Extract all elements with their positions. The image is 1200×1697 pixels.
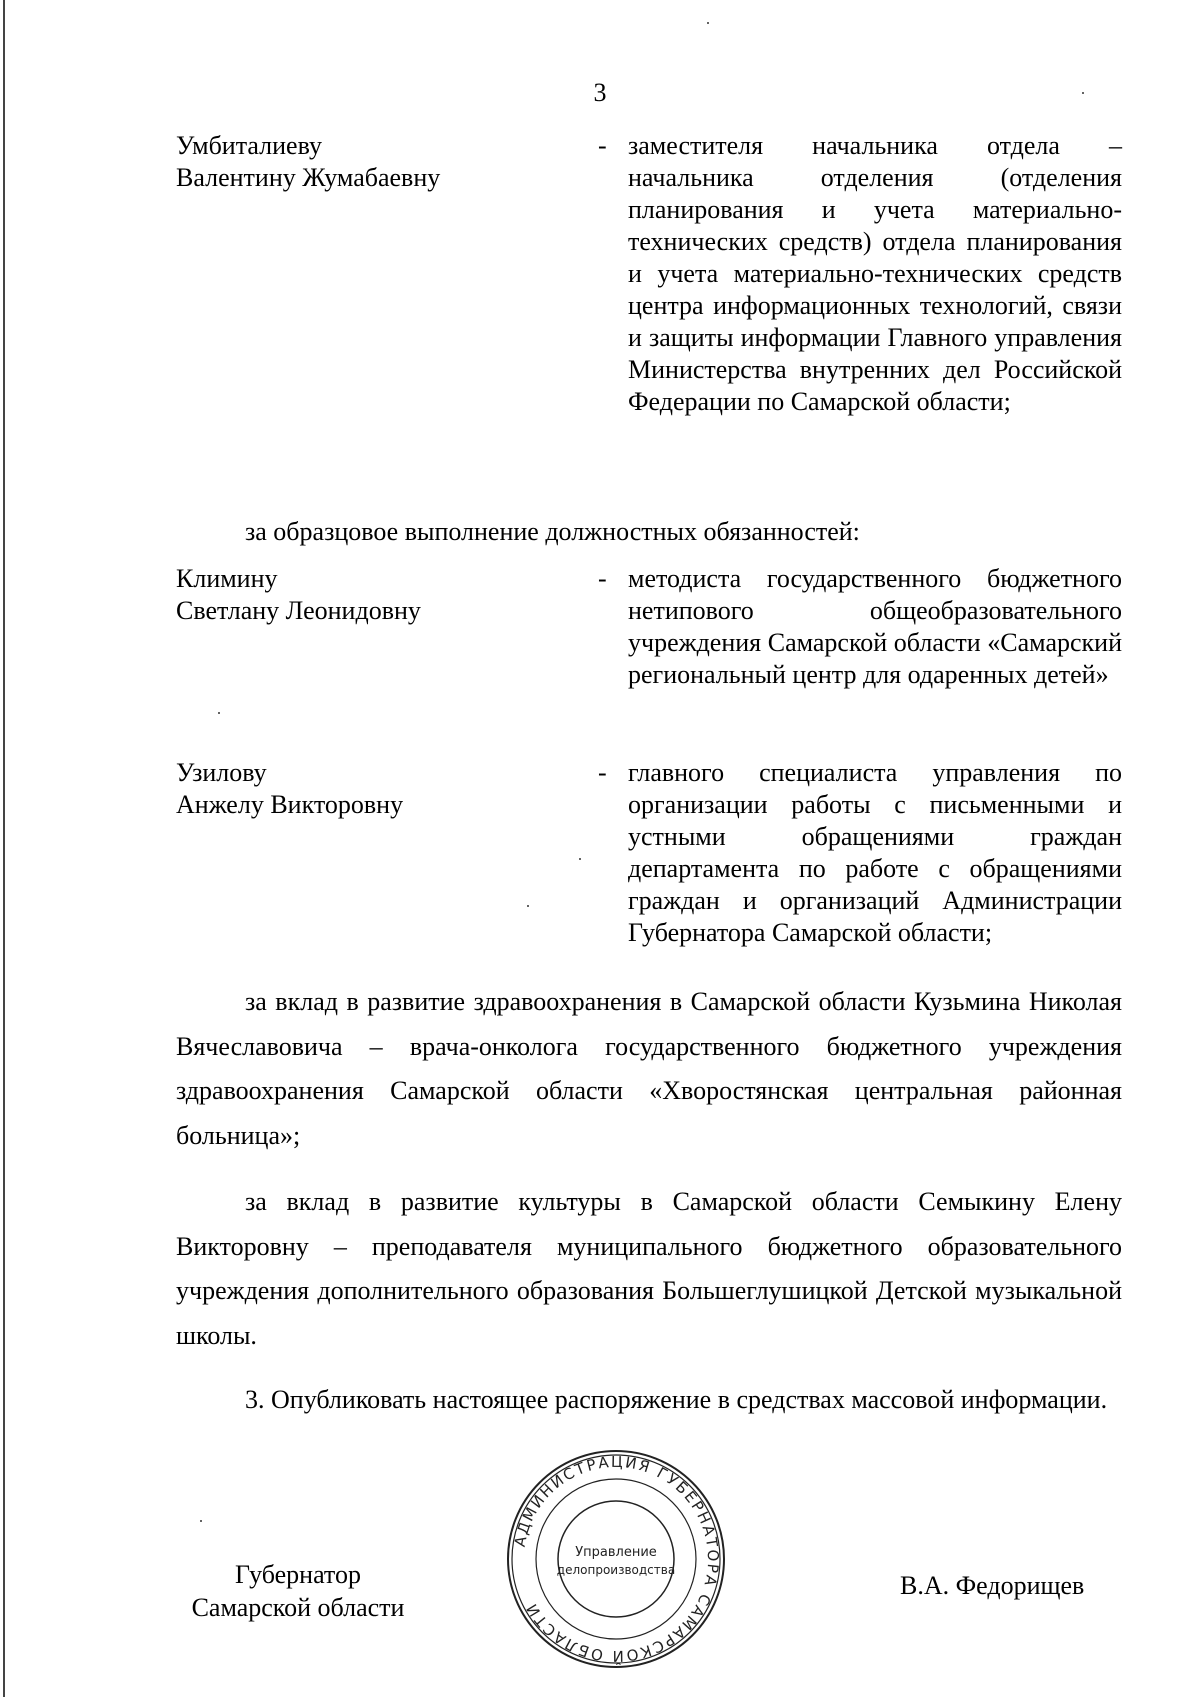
person-given-names: Светлану Леонидовну: [176, 596, 421, 625]
person-name-2: [176, 563, 576, 627]
person-surname: Умбиталиеву: [176, 131, 322, 160]
scan-speck: [1082, 92, 1084, 94]
left-margin-line: [3, 0, 5, 1697]
paragraph-culture: за вклад в развитие культуры в Самарской области Семыкину Елену Викторовну – преподавателя муниципального бюджетного образовательного учреждения дополнительного образования Большеглушицкой Детской музыкальной школы.: [176, 1187, 1122, 1350]
scan-speck: [707, 22, 709, 24]
person-description-2: методиста государственного бюджетного нетипового общеобразовательного учреждения Самарской области «Самарский региональный центр для одаренных детей»: [628, 564, 1122, 689]
entry-dash: -: [598, 758, 607, 787]
page-number: 3: [593, 78, 607, 107]
scan-speck: [527, 905, 529, 907]
person-given-names: Анжелу Викторовну: [176, 790, 404, 819]
stamp-center-line-2: делопроизводства: [556, 1563, 676, 1577]
scan-speck: [218, 712, 220, 714]
official-stamp: [505, 1448, 727, 1670]
signature-name: В.А. Федорищев: [900, 1571, 1085, 1600]
section-heading: за образцовое выполнение должностных обязанностей:: [245, 517, 860, 546]
paragraph-health: за вклад в развитие здравоохранения в Самарской области Кузьмина Николая Вячеславовича – врача-онколога государственного бюджетного учреждения здравоохранения Самарской области «Хворостянская центральная районная больница»;: [176, 987, 1122, 1150]
scan-speck: [200, 1520, 202, 1522]
signature-title-line-1: Губернатор: [235, 1560, 361, 1589]
scan-speck: [579, 858, 581, 860]
entry-dash: -: [598, 564, 607, 593]
stamp-center-line-1: Управление: [575, 1545, 657, 1560]
person-surname: Климину: [176, 564, 278, 593]
entry-dash: -: [598, 131, 607, 160]
paragraph-publish: 3. Опубликовать настоящее распоряжение в средствах массовой информации.: [245, 1385, 1108, 1414]
person-name-1: [176, 130, 576, 194]
stamp-outer-text: АДМИНИСТРАЦИЯ ГУБЕРНАТОРА САМАРСКОЙ ОБЛАСТИ: [510, 1452, 723, 1666]
person-given-names: Валентину Жумабаевну: [176, 163, 441, 192]
signature-title-line-2: Самарской области: [191, 1593, 405, 1622]
person-name-3: [176, 757, 576, 821]
person-description-3: главного специалиста управления по организации работы с письменными и устными обращениями граждан департамента по работе с обращениями граждан и организаций Администрации Губернатора Самарской области;: [628, 758, 1122, 947]
person-surname: Узилову: [176, 758, 267, 787]
person-description-1: заместителя начальника отдела – начальника отделения (отделения планирования и учета материально-технических средств) отдела планирования и учета материально-технических средств центра информационных технологий, связи и защиты информации Главного управления Министерства внутренних дел Российской Федерации по Самарской области;: [628, 131, 1122, 416]
signature-title: [178, 1558, 418, 1624]
